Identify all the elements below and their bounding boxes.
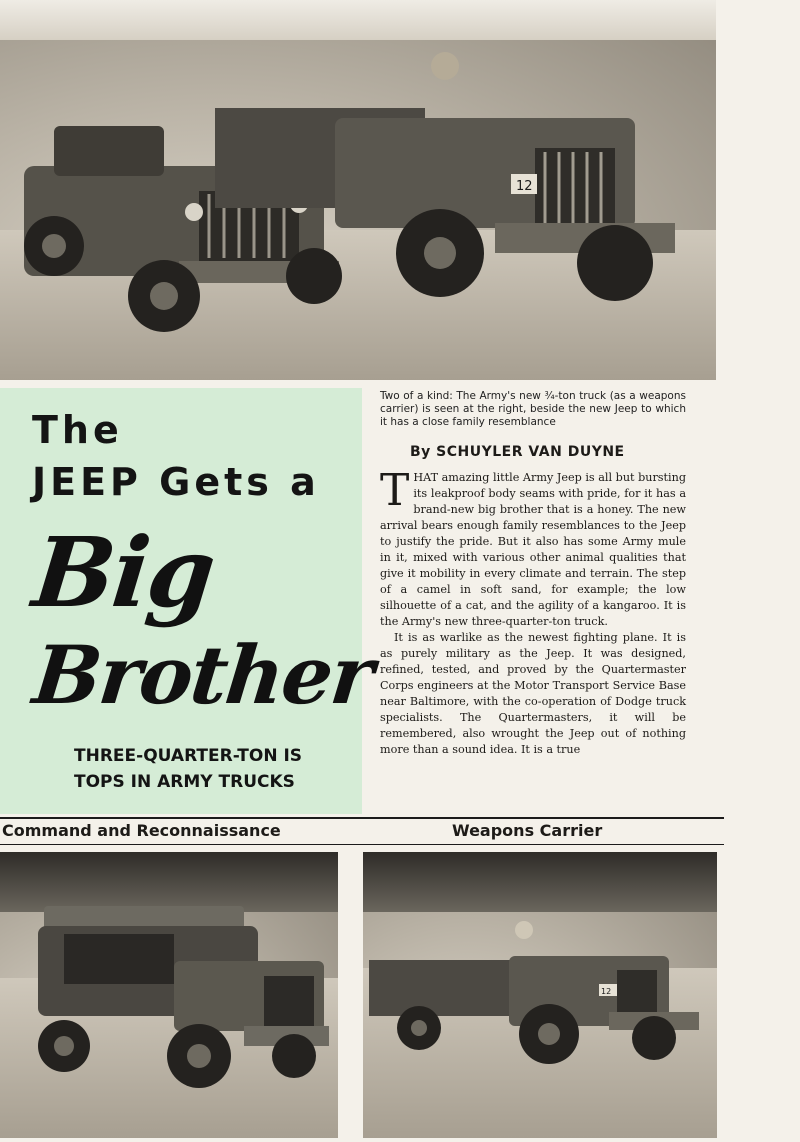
title-line-1: The [32,408,123,452]
article-paragraph-1: HAT amazing little Army Jeep is all but bursting its leakproof body seams with pride, for it has a brand-new big brother that is a honey. The new arrival bears enough family resemblances to the Jeep to justify the pride. But it also has some Army mule in it, mixed with various other animal qualities that give it mobility in every climate and terrain. The step of a camel in soft sand, for example; the low silhouette of a cat, and the agility of a kangaroo. It is the Army's new three-quarter-ton truck. [380,471,686,628]
command-car-photo [0,852,338,1138]
title-line-2: JEEP Gets a [32,460,320,504]
weapons-carrier-truck [215,48,685,318]
section-heading-weapons: Weapons Carrier [452,821,603,840]
section-heading-command: Command and Reconnaissance [2,821,281,840]
byline: By SCHUYLER VAN DUYNE [410,444,625,460]
section-rule-top [0,817,724,819]
truck-plate-number: 12 [516,179,533,194]
subtitle-line-1: THREE-QUARTER-TON IS [74,746,303,766]
photo-caption: Two of a kind: The Army's new ¾-ton truck (as a weapons carrier) is seen at the right, beside the new Jeep to which it has a close family resemblance [380,390,686,428]
top-photo-jeep-and-truck [0,0,716,380]
article-body [380,465,686,758]
title-panel [0,388,377,814]
weapons-carrier-photo [363,852,717,1138]
carrier-plate-number: 12 [601,987,612,996]
drop-cap: T [380,465,410,516]
weapons-carrier-vehicle [369,916,704,1066]
subtitle-line-2: TOPS IN ARMY TRUCKS [74,772,295,792]
section-rule-bottom [0,844,724,845]
article-paragraph-2: It is as warlike as the newest fighting plane. It is as purely military as the Jeep. It was designed, refined, tested, and proved by the Quartermaster Corps engineers at the Motor Transport Service Base near Baltimore, with the co-operation of Dodge truck specialists. The Quartermasters, it will be remembered, also wrought the Jeep out of nothing more than a sound idea. It is a true [380,631,686,756]
title-script-brother: Brother [29,628,377,722]
title-script-big: Big [28,516,219,629]
command-car-vehicle [24,906,334,1096]
